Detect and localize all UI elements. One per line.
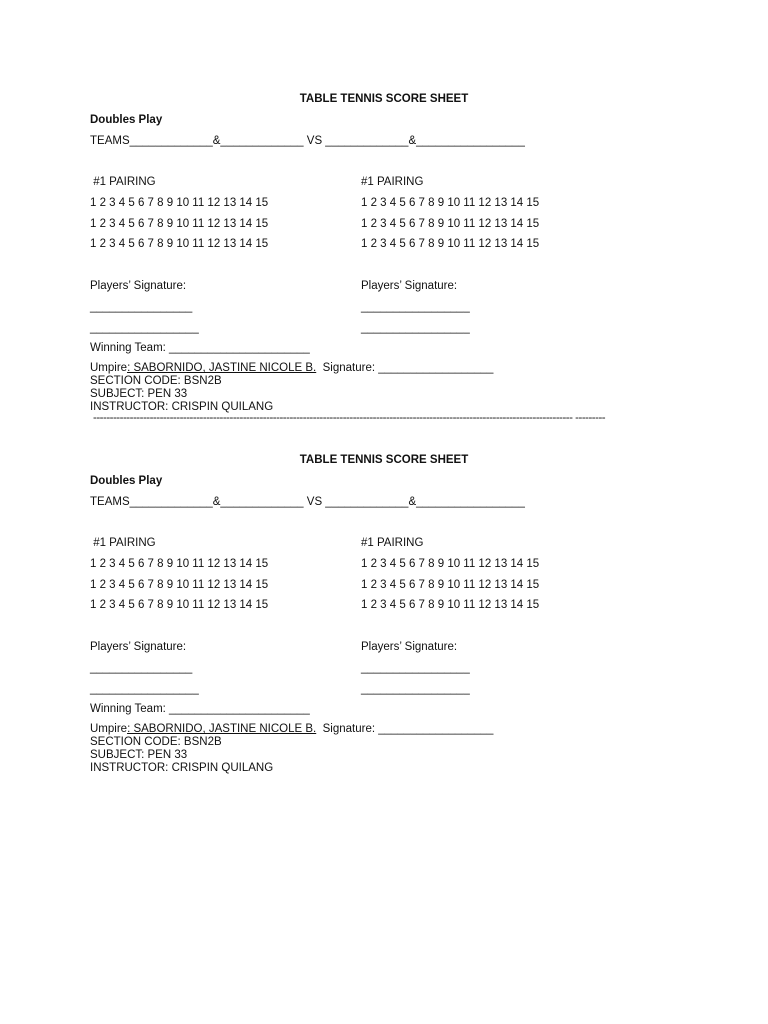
right-players-signature-label: Players’ Signature: [361,641,458,653]
umpire-name: : SABORNIDO, JASTINE NICOLE B. [127,362,317,374]
umpire-label: Umpire [90,362,128,374]
left-players-signature-label: Players’ Signature: [90,280,187,292]
left-score-row: 1 2 3 4 5 6 7 8 9 10 11 12 13 14 15 [90,197,269,209]
left-score-row: 1 2 3 4 5 6 7 8 9 10 11 12 13 14 15 [90,579,269,591]
umpire-name: : SABORNIDO, JASTINE NICOLE B. [127,723,317,735]
right-score-row: 1 2 3 4 5 6 7 8 9 10 11 12 13 14 15 [361,238,540,250]
sheet-subtitle: Doubles Play [90,475,163,487]
right-players-signature-label: Players’ Signature: [361,280,458,292]
left-players-signature-label: Players’ Signature: [90,641,187,653]
umpire-line [90,723,493,736]
left-score-row: 1 2 3 4 5 6 7 8 9 10 11 12 13 14 15 [90,599,269,611]
left-signature-line: ________________ [90,662,193,674]
left-signature-line: _________________ [90,322,199,334]
sheet-subtitle: Doubles Play [90,114,163,126]
winning-team-line: Winning Team: ______________________ [90,342,310,354]
left-score-row: 1 2 3 4 5 6 7 8 9 10 11 12 13 14 15 [90,238,269,250]
right-signature-line: _________________ [361,662,470,674]
left-signature-line: _________________ [90,683,199,695]
winning-team-line: Winning Team: ______________________ [90,703,310,715]
umpire-signature: Signature: __________________ [316,362,494,374]
right-score-row: 1 2 3 4 5 6 7 8 9 10 11 12 13 14 15 [361,558,540,570]
section-code: SECTION CODE: BSN2B [90,375,222,387]
cut-line-divider: ------------------------------------------------------------------------------------------------------------------------------------------------ --------- [93,412,606,424]
right-score-row: 1 2 3 4 5 6 7 8 9 10 11 12 13 14 15 [361,197,540,209]
section-code: SECTION CODE: BSN2B [90,736,222,748]
teams-line: TEAMS_____________&_____________ VS _____________&_________________ [90,135,525,147]
teams-line: TEAMS_____________&_____________ VS _____________&_________________ [90,496,525,508]
left-pairing-label: #1 PAIRING [90,176,156,188]
umpire-signature: Signature: __________________ [316,723,494,735]
right-signature-line: _________________ [361,683,470,695]
right-score-row: 1 2 3 4 5 6 7 8 9 10 11 12 13 14 15 [361,579,540,591]
left-signature-line: ________________ [90,301,193,313]
sheet-title: TABLE TENNIS SCORE SHEET [299,454,469,466]
instructor: INSTRUCTOR: CRISPIN QUILANG [90,401,274,413]
right-signature-line: _________________ [361,301,470,313]
umpire-line [90,362,493,375]
right-pairing-label: #1 PAIRING [361,537,424,549]
instructor: INSTRUCTOR: CRISPIN QUILANG [90,762,274,774]
right-pairing-label: #1 PAIRING [361,176,424,188]
left-score-row: 1 2 3 4 5 6 7 8 9 10 11 12 13 14 15 [90,218,269,230]
left-score-row: 1 2 3 4 5 6 7 8 9 10 11 12 13 14 15 [90,558,269,570]
umpire-label: Umpire [90,723,128,735]
right-signature-line: _________________ [361,322,470,334]
left-pairing-label: #1 PAIRING [90,537,156,549]
right-score-row: 1 2 3 4 5 6 7 8 9 10 11 12 13 14 15 [361,599,540,611]
sheet-title: TABLE TENNIS SCORE SHEET [299,93,469,105]
subject: SUBJECT: PEN 33 [90,388,188,400]
right-score-row: 1 2 3 4 5 6 7 8 9 10 11 12 13 14 15 [361,218,540,230]
subject: SUBJECT: PEN 33 [90,749,188,761]
